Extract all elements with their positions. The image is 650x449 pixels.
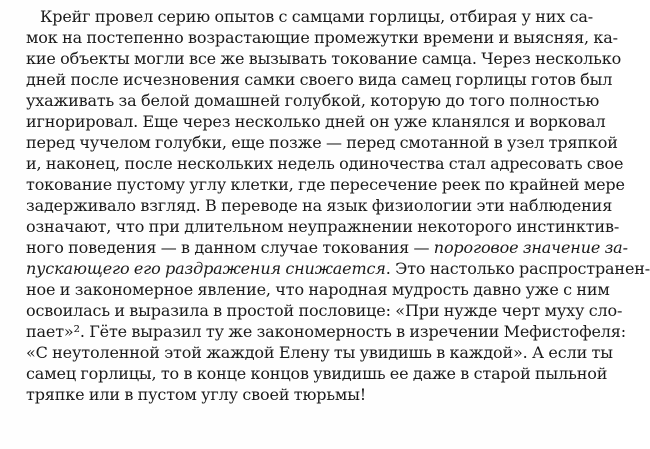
text-line-12-regular: ного поведения — в данном случае токования — bbox=[26, 238, 434, 257]
text-line-1: Крейг провел серию опытов с самцами горлицы, отбирая у них са- bbox=[40, 7, 594, 26]
text-line-8: и, наконец, после нескольких недель одиночества стал адресовать свое bbox=[26, 154, 624, 173]
text-line-3: кие объекты могли все же вызывать токование самца. Через несколько bbox=[26, 49, 622, 68]
text-line-4: дней после исчезновения самки своего вида самец горлицы готов был bbox=[26, 70, 613, 89]
text-line-12 bbox=[26, 237, 628, 258]
text-line-10: задерживало взгляд. В переводе на язык физиологии эти наблюдения bbox=[26, 196, 613, 215]
text-line-17: «С неутоленной этой жаждой Елену ты увидишь в каждой». А если ты bbox=[26, 343, 613, 362]
paragraph bbox=[26, 6, 650, 405]
text-line-2: мок на постепенно возрастающие промежутки времени и выясняя, ка- bbox=[26, 28, 618, 47]
text-line-13-regular: . Это настолько распространен- bbox=[385, 259, 650, 278]
text-line-6: игнорировал. Еще через несколько дней он уже кланялся и ворковал bbox=[26, 112, 606, 131]
text-line-13-italic: пускающего его раздражения снижается bbox=[26, 259, 386, 278]
text-line-11: означают, что при длительном неупражнении некоторого инстинктив- bbox=[26, 217, 620, 236]
text-line-13 bbox=[26, 258, 650, 279]
text-line-5: ухаживать за белой домашней голубкой, которую до того полностью bbox=[26, 91, 600, 110]
text-line-14: ное и закономерное явление, что народная мудрость давно уже с ним bbox=[26, 280, 610, 299]
text-line-19: тряпке или в пустом углу своей тюрьмы! bbox=[26, 385, 367, 404]
text-line-18: самец горлицы, то в конце концов увидишь ее даже в старой пыльной bbox=[26, 364, 608, 383]
text-line-15: освоилась и выразила в простой пословице: «При нужде черт муху сло- bbox=[26, 301, 623, 320]
text-line-9: токование пустому углу клетки, где пересечение реек по крайней мере bbox=[26, 175, 625, 194]
text-line-12-italic: пороговое значение за- bbox=[433, 238, 628, 257]
text-line-7: перед чучелом голубки, еще позже — перед смотанной в узел тряпкой bbox=[26, 133, 618, 152]
text-line-16: пает»². Гёте выразил ту же закономерность в изречении Мефистофеля: bbox=[26, 322, 626, 341]
